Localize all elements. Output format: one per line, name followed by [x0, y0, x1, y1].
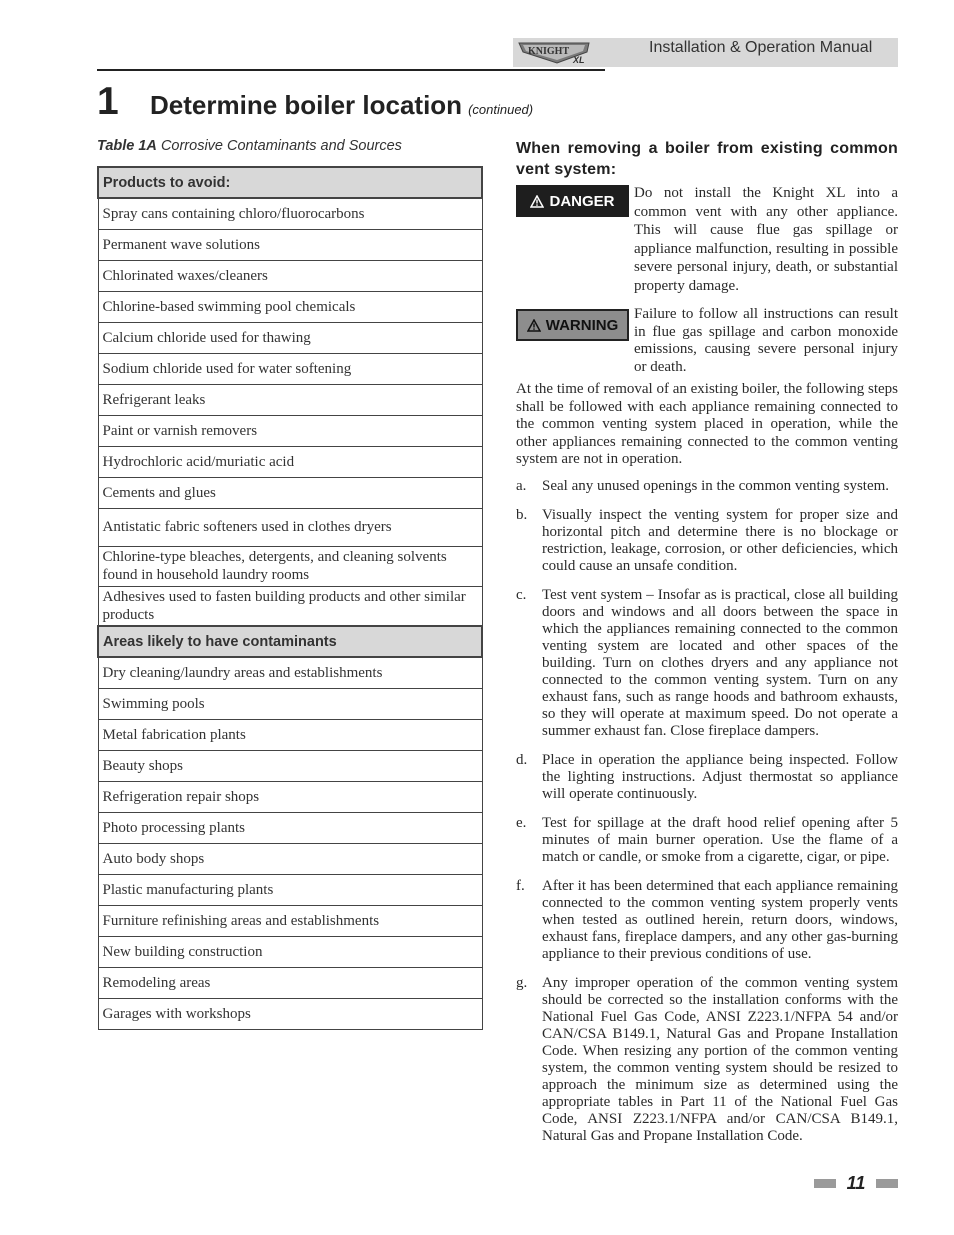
table-cell: Photo processing plants: [98, 812, 482, 843]
table-row: [98, 446, 482, 477]
table-cell: Calcium chloride used for thawing: [98, 322, 482, 353]
table-cell: Plastic manufacturing plants: [98, 874, 482, 905]
table-row: [98, 719, 482, 750]
contaminants-table: [97, 166, 483, 1030]
table-section-header: Products to avoid:: [98, 167, 482, 198]
table-section-header-row: [98, 626, 482, 657]
warning-triangle-icon: [530, 195, 544, 208]
contaminants-table-body: [98, 167, 482, 1029]
removal-heading: When removing a boiler from existing common vent system:: [516, 140, 898, 178]
table-caption: [97, 138, 402, 154]
table-row: [98, 260, 482, 291]
table-row: [98, 843, 482, 874]
table-row: [98, 781, 482, 812]
table-section-header-row: [98, 167, 482, 198]
table-cell: Auto body shops: [98, 843, 482, 874]
step-item: [516, 478, 898, 495]
warning-label: WARNING: [545, 316, 619, 334]
table-row: [98, 586, 482, 626]
table-cell: Furniture refinishing areas and establishments: [98, 905, 482, 936]
danger-text: Do not install the Knight XL into a common vent with any other appliance. This will cause flue gas spillage or appliance malfunction, resulting in possible severe personal injury, death, or substantial property damage.: [634, 185, 898, 294]
section-title-text: Determine boiler location: [150, 90, 463, 120]
step-text: Test for spillage at the draft hood relief opening after 5 minutes of main burner operation. Use the flame of a match or candle, or smoke from a cigarette, cigar, or pipe.: [542, 815, 898, 865]
table-cell: Refrigerant leaks: [98, 384, 482, 415]
table-cell: Metal fabrication plants: [98, 719, 482, 750]
table-cell: Sodium chloride used for water softening: [98, 353, 482, 384]
page-number-bar-left: [814, 1179, 836, 1188]
table-row: [98, 353, 482, 384]
manual-title: Installation & Operation Manual: [649, 39, 873, 56]
table-cell: Antistatic fabric softeners used in clothes dryers: [98, 508, 482, 546]
table-row: [98, 384, 482, 415]
step-item: [516, 878, 898, 963]
step-letter: f.: [516, 878, 525, 894]
table-cell: Beauty shops: [98, 750, 482, 781]
removal-steps-list: [516, 478, 898, 1157]
table-row: [98, 812, 482, 843]
removal-intro: At the time of removal of an existing boiler, the following steps shall be followed with each appliance remaining connected to the common venting system placed in operation, while the other appliances remaining connected to the common venting system are not in operation.: [516, 381, 898, 467]
page-number: 11: [846, 1173, 866, 1193]
table-cell: Garages with workshops: [98, 998, 482, 1029]
table-cell: Chlorine-based swimming pool chemicals: [98, 291, 482, 322]
table-row: [98, 198, 482, 229]
step-letter: d.: [516, 752, 528, 768]
danger-badge: [516, 185, 629, 217]
table-cell: Cements and glues: [98, 477, 482, 508]
section-number: 1: [97, 80, 119, 123]
step-text: Test vent system – Insofar as is practical, close all building doors and windows and all doors between the space in which the appliances remaining connected to the common venting system are located and other spaces of the building. Turn on clothes dryers and any appliance not connected to the common venting system. Turn on any exhaust fans, such as range hoods and bathroom exhausts, so they will operate at maximum speed. Do not operate a summer exhaust fan. Close fireplace dampers.: [542, 587, 898, 739]
table-row: [98, 967, 482, 998]
table-row: [98, 936, 482, 967]
step-item: [516, 752, 898, 803]
page-number-block: [814, 1173, 898, 1197]
section-continued: (continued): [468, 102, 534, 117]
table-cell: New building construction: [98, 936, 482, 967]
table-row: [98, 415, 482, 446]
step-text: Any improper operation of the common venting system should be corrected so the installation conforms with the National Fuel Gas Code, ANSI Z223.1/NFPA 54 and/or CAN/CSA B149.1, Natural Gas and Propane Installation Code. When resizing any portion of the common venting system, the common venting system should be resized to approach the minimum size as determined using the appropriate tables in Part 11 of the National Fuel Gas Code, ANSI Z223.1/NFPA and/or CAN/CSA B149.1, Natural Gas and Propane Installation Code.: [542, 975, 898, 1144]
section-title: [150, 88, 533, 127]
step-text: After it has been determined that each appliance remaining connected to the common venting system properly vents when tested as outlined herein, return doors, windows, exhaust fans, fireplace dampers, and any other gas-burning appliance to their previous conditions of use.: [542, 878, 898, 962]
table-cell: Chlorine-type bleaches, detergents, and cleaning solvents found in household laundry rooms: [98, 546, 482, 586]
table-cell: Refrigeration repair shops: [98, 781, 482, 812]
step-item: [516, 587, 898, 740]
step-text: Place in operation the appliance being inspected. Follow the lighting instructions. Adjust thermostat so appliance will operate continuously.: [542, 752, 898, 802]
step-text: Seal any unused openings in the common venting system.: [542, 478, 890, 494]
table-row: [98, 905, 482, 936]
step-item: [516, 507, 898, 575]
table-row: [98, 657, 482, 688]
svg-text:XL: XL: [573, 55, 585, 65]
step-letter: b.: [516, 507, 528, 523]
warning-badge: [516, 309, 629, 341]
table-row: [98, 998, 482, 1029]
table-row: [98, 229, 482, 260]
table-row: [98, 508, 482, 546]
table-cell: Chlorinated waxes/cleaners: [98, 260, 482, 291]
table-cell: Hydrochloric acid/muriatic acid: [98, 446, 482, 477]
table-caption-text: Corrosive Contaminants and Sources: [160, 138, 402, 154]
table-row: [98, 477, 482, 508]
table-cell: Adhesives used to fasten building products and other similar products: [98, 586, 482, 626]
table-cell: Dry cleaning/laundry areas and establishments: [98, 657, 482, 688]
step-text: Visually inspect the venting system for proper size and horizontal pitch and determine there is no blockage or restriction, leakage, corrosion, or other deficiencies, which could cause an unsafe condition.: [542, 507, 898, 574]
table-section-header: Areas likely to have contaminants: [98, 626, 482, 657]
step-letter: c.: [516, 587, 527, 603]
svg-text:KNIGHT: KNIGHT: [528, 46, 570, 57]
table-cell: Remodeling areas: [98, 967, 482, 998]
warning-text: Failure to follow all instructions can result in flue gas spillage and carbon monoxide emissions, causing severe personal injury or death.: [634, 306, 898, 375]
page-number-bar-right: [876, 1179, 898, 1188]
warning-triangle-icon: [527, 319, 541, 332]
table-cell: Spray cans containing chloro/fluorocarbons: [98, 198, 482, 229]
knight-xl-logo: [517, 40, 595, 65]
table-cell: Permanent wave solutions: [98, 229, 482, 260]
header-divider: [97, 69, 605, 71]
table-row: [98, 322, 482, 353]
step-item: [516, 815, 898, 866]
step-letter: a.: [516, 478, 527, 494]
table-row: [98, 874, 482, 905]
danger-label: DANGER: [549, 192, 615, 210]
table-row: [98, 291, 482, 322]
step-letter: g.: [516, 975, 528, 991]
step-letter: e.: [516, 815, 527, 831]
table-caption-label: Table 1A: [97, 138, 157, 154]
table-cell: Paint or varnish removers: [98, 415, 482, 446]
step-item: [516, 975, 898, 1145]
table-cell: Swimming pools: [98, 688, 482, 719]
table-row: [98, 688, 482, 719]
table-row: [98, 546, 482, 586]
table-row: [98, 750, 482, 781]
